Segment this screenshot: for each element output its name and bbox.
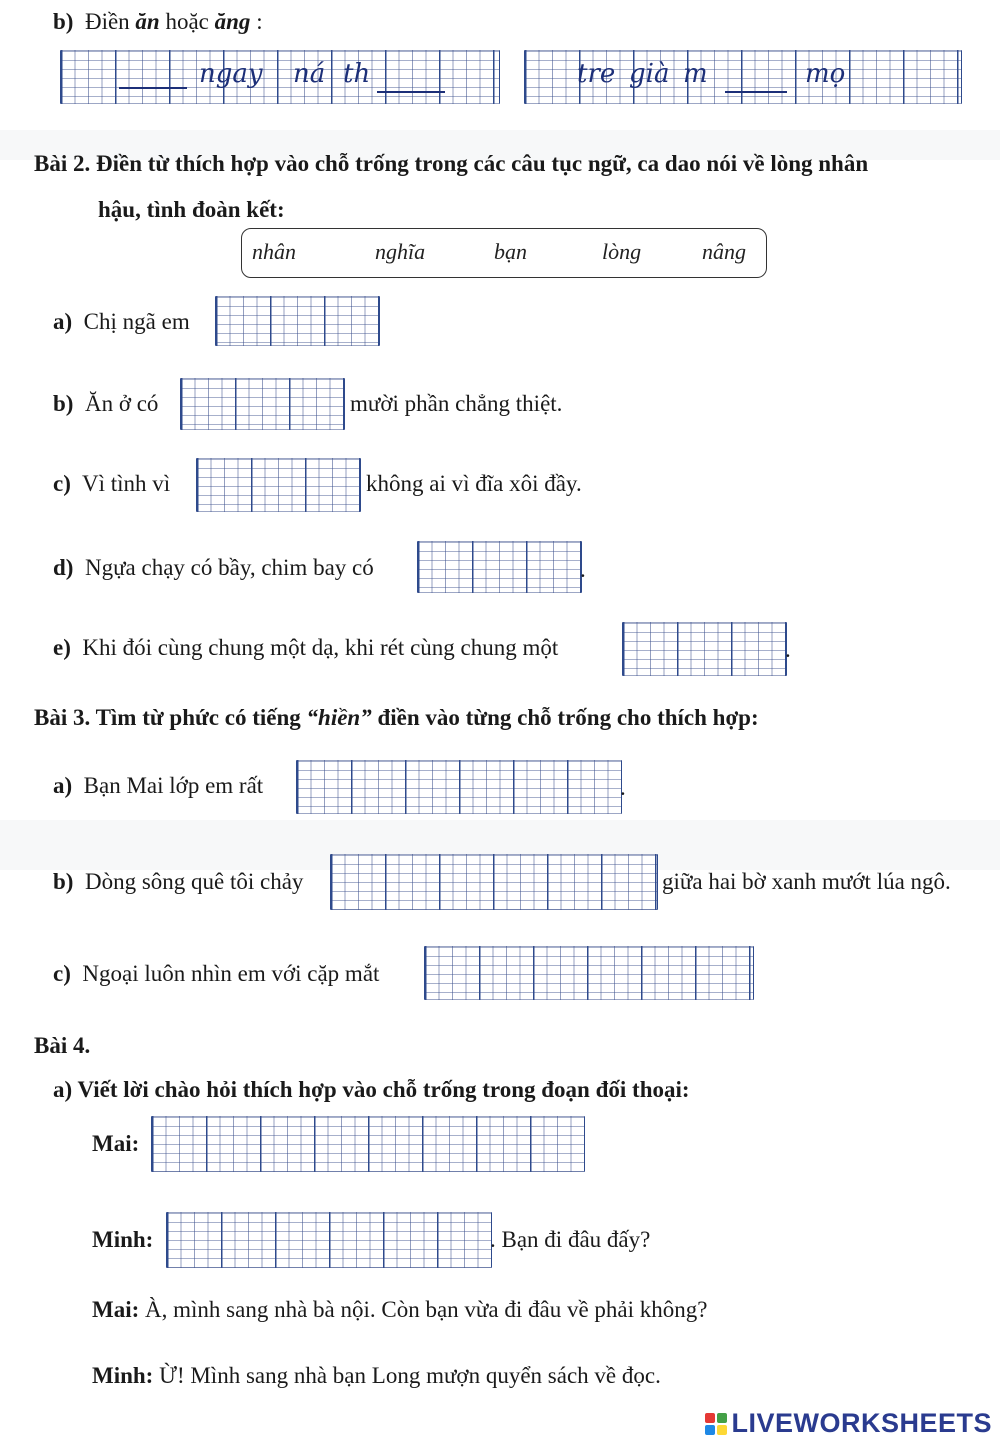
blank-line	[119, 87, 187, 89]
speaker-label: Mai:	[92, 1131, 140, 1156]
bai3-item-a-after: .	[620, 775, 626, 800]
dialogue-text: . Bạn đi đâu đấy?	[490, 1227, 651, 1252]
handwritten-word: m	[683, 59, 708, 89]
bai2-item-b-after: mười phần chẳng thiệt.	[350, 391, 563, 416]
answer-field-bai2-c[interactable]	[196, 458, 361, 512]
answer-field-bai2-b[interactable]	[180, 378, 345, 430]
answer-field-bai4-minh[interactable]	[166, 1212, 492, 1268]
speaker-label: Minh:	[92, 1227, 154, 1252]
answer-input[interactable]	[418, 542, 581, 592]
bai2-item-d-after: .	[580, 557, 586, 582]
word-bank-item: nhân	[252, 239, 296, 264]
writing-grid-right	[524, 50, 962, 104]
handwritten-word: th	[343, 59, 371, 89]
word-bank-item: bạn	[494, 239, 527, 264]
bai4-sub-a: a) Viết lời chào hỏi thích hợp vào chỗ trống trong đoạn đối thoại:	[53, 1077, 690, 1102]
answer-input[interactable]	[152, 1117, 584, 1171]
answer-input[interactable]	[216, 297, 379, 345]
answer-field-bai4-mai[interactable]	[151, 1116, 585, 1172]
answer-field-bai2-e[interactable]	[622, 622, 787, 676]
handwritten-word: ngay	[199, 59, 263, 89]
logo-text: LIVEWORKSHEETS	[731, 1408, 992, 1438]
dialogue-line: Mai: À, mình sang nhà bà nội. Còn bạn vừa đi đâu về phải không?	[92, 1297, 708, 1322]
answer-field-bai3-c[interactable]	[424, 946, 754, 1000]
bai2-item-a: a) Chị ngã em	[53, 309, 190, 334]
bai2-item-c-after: không ai vì đĩa xôi đầy.	[366, 471, 582, 496]
answer-input[interactable]	[197, 459, 360, 511]
bai2-title-cont: hậu, tình đoàn kết:	[98, 197, 285, 222]
answer-input[interactable]	[425, 947, 753, 999]
logo-mark-icon	[705, 1413, 727, 1435]
handwritten-word: mọ	[805, 59, 846, 89]
answer-input[interactable]	[167, 1213, 491, 1267]
bai3-item-b-after: giữa hai bờ xanh mướt lúa ngô.	[662, 869, 951, 894]
handwritten-word: ná	[293, 59, 326, 89]
writing-grid-left	[60, 50, 500, 104]
word-bank-item: nghĩa	[375, 239, 426, 264]
bai3-item-a: a) Bạn Mai lớp em rất	[53, 773, 264, 798]
bai4-title: Bài 4.	[34, 1033, 91, 1058]
bai2-item-d: d) Ngựa chạy có bầy, chim bay có	[53, 555, 374, 580]
bai2-item-e: e) Khi đói cùng chung một dạ, khi rét cùng chung một	[53, 635, 559, 660]
word-bank	[241, 228, 767, 278]
bai2-item-c: c) Vì tình vì	[53, 471, 171, 496]
answer-field-bai3-b[interactable]	[330, 854, 658, 910]
bai2-item-e-after: .	[785, 637, 791, 662]
bai3-item-c: c) Ngoại luôn nhìn em với cặp mắt	[53, 961, 380, 986]
blank-line	[725, 91, 787, 93]
answer-input[interactable]	[623, 623, 786, 675]
part-b-instruction: b) Điền ăn hoặc ăng :	[53, 9, 263, 34]
answer-input[interactable]	[297, 761, 621, 813]
answer-input[interactable]	[331, 855, 657, 909]
bai3-item-b: b) Dòng sông quê tôi chảy	[53, 869, 304, 894]
blank-line	[377, 91, 445, 93]
liveworksheets-logo	[705, 1408, 992, 1439]
answer-input[interactable]	[181, 379, 344, 429]
answer-field-bai3-a[interactable]	[296, 760, 622, 814]
bai3-title: Bài 3. Tìm từ phức có tiếng “hiền” điền vào từng chỗ trống cho thích hợp:	[34, 705, 759, 730]
word-bank-item: nâng	[702, 239, 746, 264]
bai2-title: Bài 2. Điền từ thích hợp vào chỗ trống trong các câu tục ngữ, ca dao nói về lòng nhân	[34, 151, 869, 176]
handwritten-word: tre	[577, 59, 616, 89]
handwritten-word: già	[629, 59, 670, 89]
word-bank-item: lòng	[602, 239, 642, 264]
dialogue-line: Minh: Ừ! Mình sang nhà bạn Long mượn quyển sách về đọc.	[92, 1363, 661, 1388]
bai2-item-b: b) Ăn ở có	[53, 391, 159, 416]
answer-field-bai2-d[interactable]	[417, 541, 582, 593]
answer-field-bai2-a[interactable]	[215, 296, 380, 346]
